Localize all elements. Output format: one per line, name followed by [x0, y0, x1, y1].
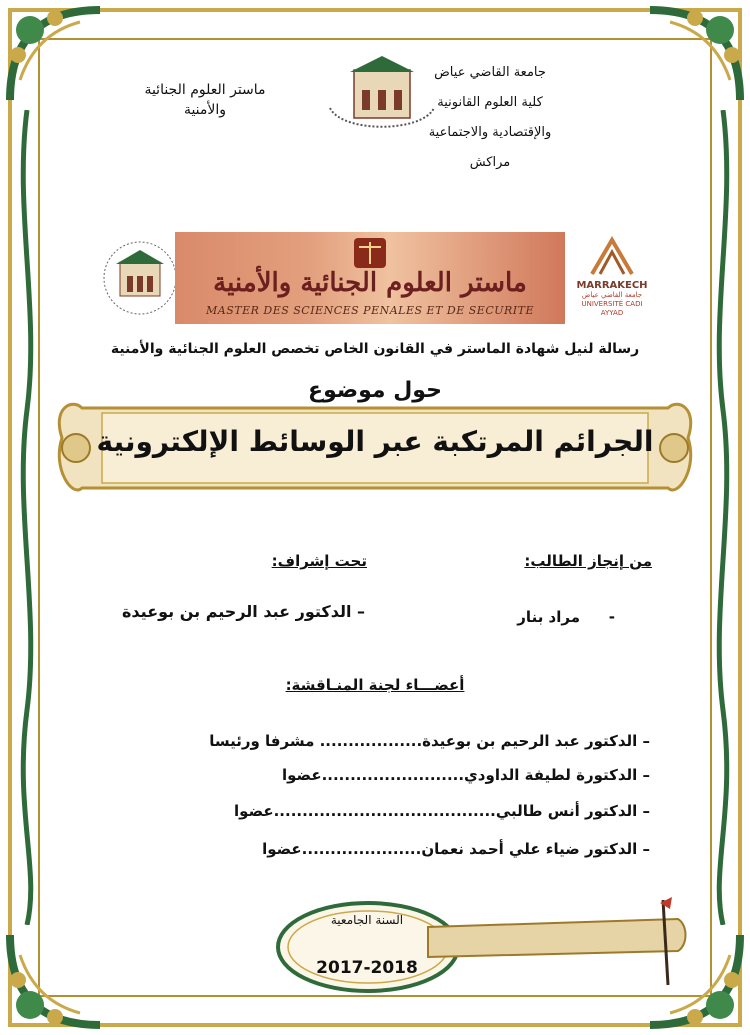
faculty-line-1: كلية العلوم القانونية	[437, 95, 543, 110]
university-name: جامعة القاضي عياض	[434, 65, 546, 80]
logo-arabic: جامعة القاضي عياض	[581, 291, 643, 299]
banner-title: ماستر العلوم الجنائية والأمنية	[213, 268, 527, 298]
academic-year-label: السنة الجامعية	[330, 913, 404, 927]
student-label: من إنجاز الطالب:	[524, 552, 652, 570]
master-line-1: ماستر العلوم الجنائية	[144, 82, 266, 98]
corner-vine-icon	[0, 0, 110, 110]
jury-member: – الدكتورة لطيفة الداودي.........................عضوا	[282, 766, 650, 784]
jury-member: – الدكتور أنس طالبي.......................................عضوا	[234, 802, 650, 820]
faculty-line-2: والإقتصادية والاجتماعية	[428, 125, 552, 140]
faculty-seal-icon	[322, 48, 442, 138]
supervisor-label: تحت إشراف:	[271, 552, 367, 570]
jury-member: – الدكتور ضياء علي أحمد نعمان.....................عضوا	[262, 840, 650, 858]
thesis-description: رسالة لنيل شهادة الماستر في القانون الخاص تخصص العلوم الجنائية والأمنية	[110, 341, 640, 357]
master-info	[110, 80, 300, 120]
faculty-seal-icon	[100, 238, 180, 318]
jury-member: – الدكتور عبد الرحيم بن بوعيدة.................. مشرفا ورئيسا	[209, 732, 650, 750]
logo-name: MARRAKECH	[576, 280, 648, 291]
logo-french: UNIVERSITÉ CADI AYYAD	[581, 300, 643, 317]
student-dash: -	[608, 608, 615, 626]
thesis-topic: الجرائم المرتكبة عبر الوسائط الإلكترونية	[96, 425, 654, 458]
about-label: حول موضوع	[308, 378, 442, 403]
student-name: مراد بنار	[517, 608, 580, 626]
side-vine-icon	[14, 110, 40, 925]
university-logo-icon	[572, 236, 652, 326]
academic-year-value: 2017-2018	[316, 958, 418, 978]
corner-vine-icon	[640, 0, 750, 110]
banner-subtitle: MASTER DES SCIENCES PENALES ET DE SECURITE	[205, 304, 535, 317]
scales-emblem-icon	[350, 236, 390, 270]
side-vine-icon	[710, 110, 736, 925]
academic-year-ornament	[268, 895, 698, 1000]
jury-title-text: أعضـــاء لجنة المنـاقشة:	[285, 676, 465, 694]
supervisor-name: – الدكتور عبد الرحيم بن بوعيدة	[121, 602, 365, 621]
corner-vine-icon	[0, 925, 110, 1035]
master-banner	[175, 232, 565, 324]
jury-title	[0, 676, 750, 694]
city: مراكش	[469, 155, 511, 170]
master-line-2: والأمنية	[183, 102, 227, 118]
